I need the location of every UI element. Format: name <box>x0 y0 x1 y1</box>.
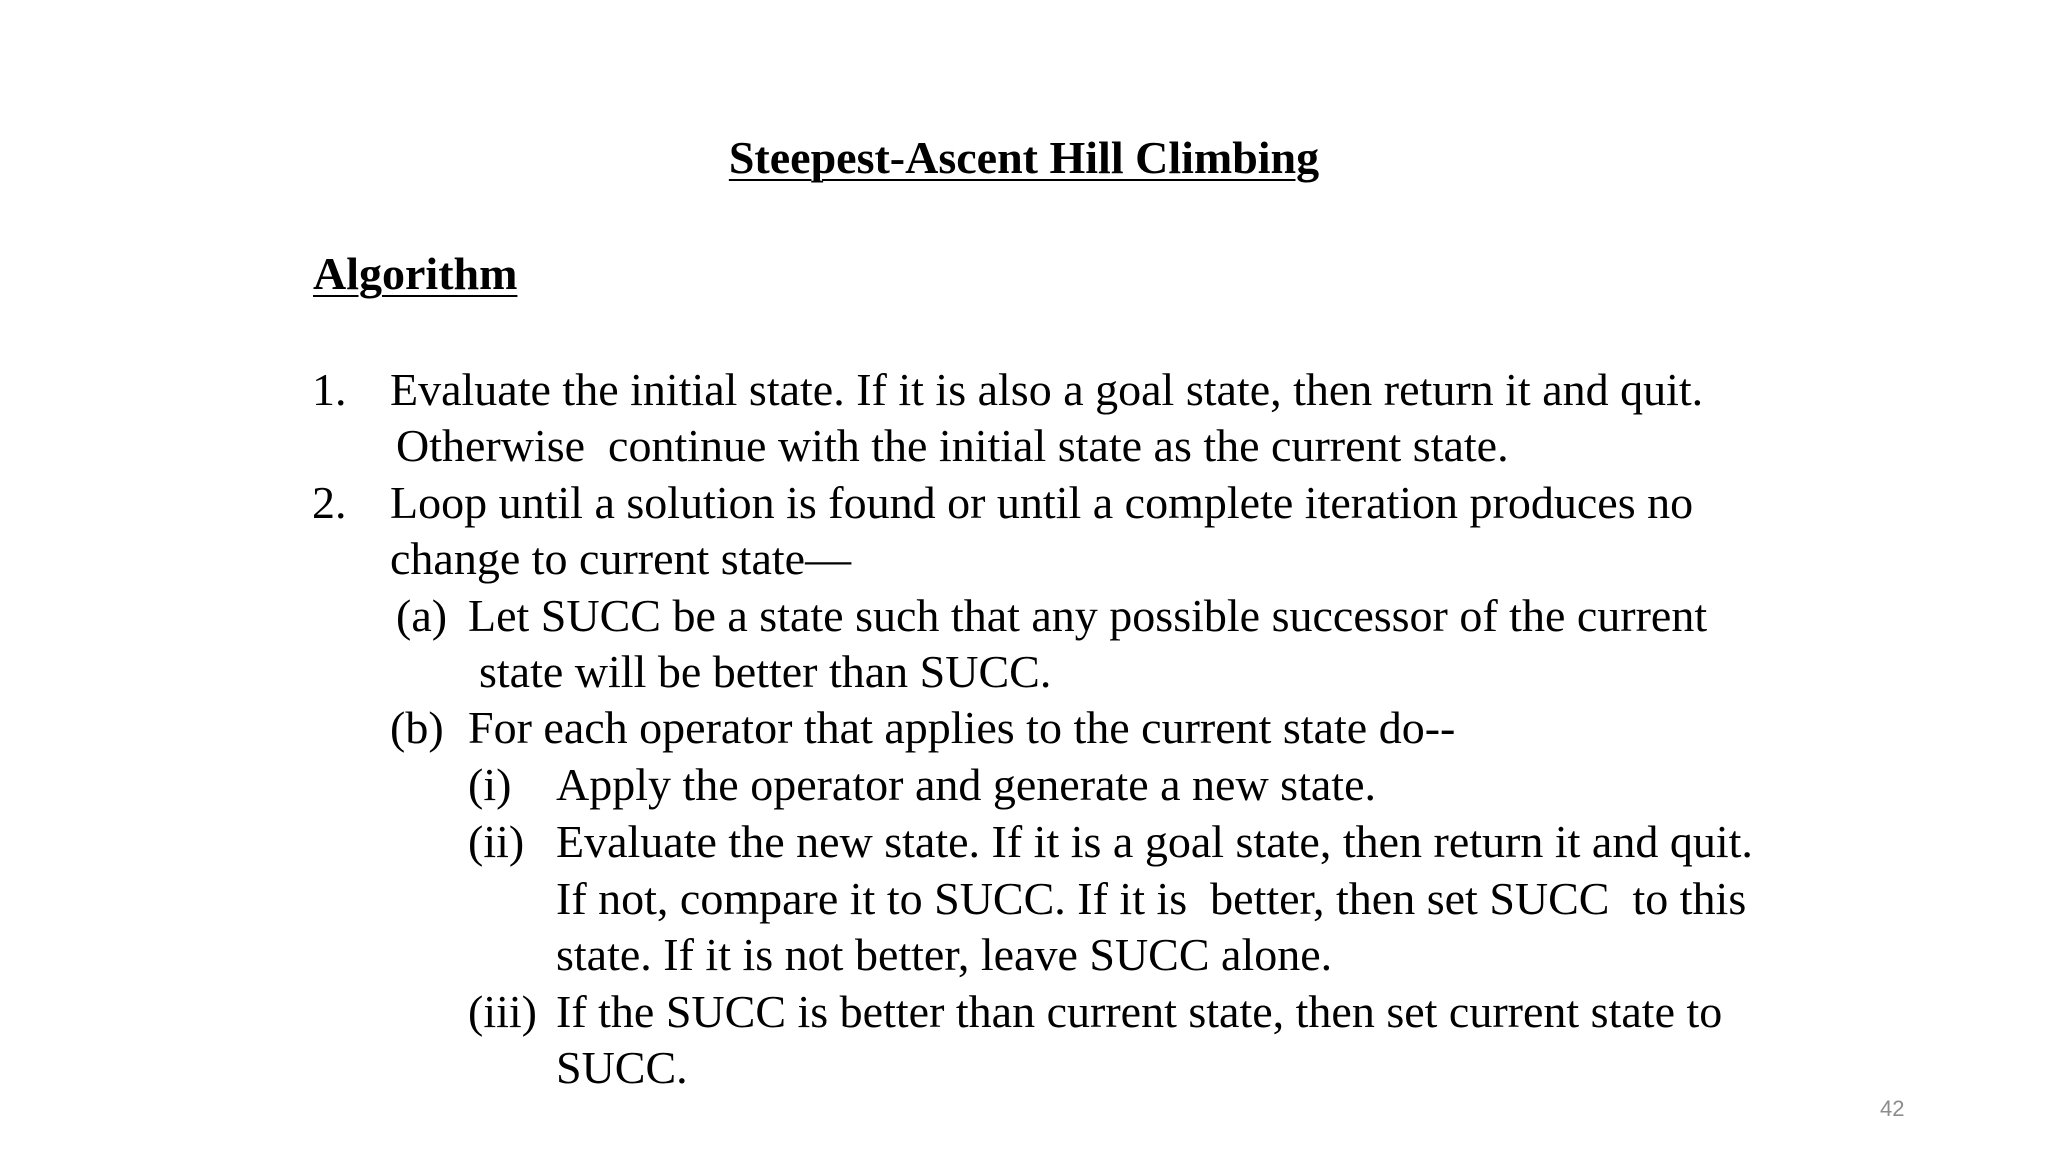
slide-title: Steepest-Ascent Hill Climbing <box>728 132 1320 183</box>
substep-iii-marker: (iii) <box>468 986 537 1037</box>
step-1-line-2: Otherwise continue with the initial state as the current state. <box>396 420 1509 471</box>
step-1-line-1: Evaluate the initial state. If it is also a goal state, then return it and quit. <box>390 364 1704 415</box>
algorithm-heading: Algorithm <box>313 248 518 299</box>
substep-a-line-1: Let SUCC be a state such that any possible successor of the current <box>468 590 1708 641</box>
substep-i-line-1: Apply the operator and generate a new state. <box>556 759 1376 810</box>
substep-ii-line-1: Evaluate the new state. If it is a goal state, then return it and quit. <box>556 816 1753 867</box>
substep-a-line-2: state will be better than SUCC. <box>479 646 1052 697</box>
substep-i-marker: (i) <box>468 759 512 810</box>
substep-ii-marker: (ii) <box>468 816 525 867</box>
substep-ii-line-3: state. If it is not better, leave SUCC alone. <box>556 929 1333 980</box>
substep-b-line-1: For each operator that applies to the current state do-- <box>468 702 1456 753</box>
substep-a-marker: (a) <box>396 590 448 641</box>
substep-iii-line-1: If the SUCC is better than current state, then set current state to <box>556 986 1723 1037</box>
substep-ii-line-2: If not, compare it to SUCC. If it is better, then set SUCC to this <box>556 873 1747 924</box>
page-number: 42 <box>1880 1096 1905 1121</box>
step-2-line-1: Loop until a solution is found or until a complete iteration produces no <box>390 477 1694 528</box>
step-1-marker: 1. <box>312 364 347 415</box>
substep-iii-line-2: SUCC. <box>556 1042 688 1093</box>
step-2-line-2: change to current state— <box>390 533 852 584</box>
substep-b-marker: (b) <box>390 702 444 753</box>
step-2-marker: 2. <box>312 477 347 528</box>
